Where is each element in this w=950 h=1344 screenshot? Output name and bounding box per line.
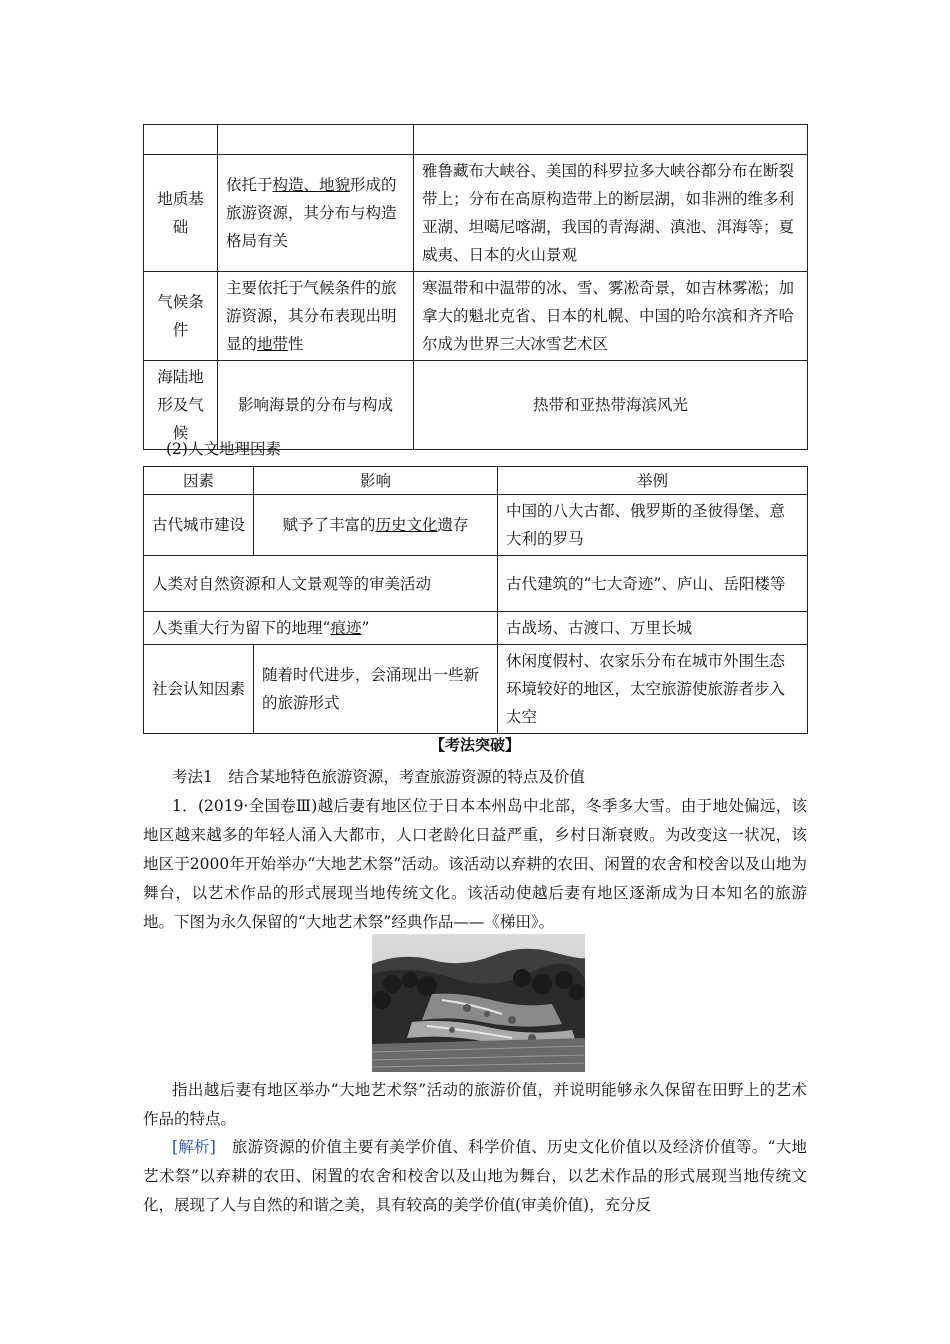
table-cell bbox=[144, 125, 218, 155]
header-effect: 影响 bbox=[254, 467, 498, 495]
table-row bbox=[144, 645, 808, 734]
header-factor: 因素 bbox=[144, 467, 254, 495]
example-cell: 热带和亚热带海滨风光 bbox=[414, 361, 808, 450]
table-row bbox=[144, 272, 808, 361]
analysis-paragraph bbox=[143, 1133, 807, 1220]
example-cell: 古战场、古渡口、万里长城 bbox=[498, 612, 808, 645]
merged-cell: 人类对自然资源和人文景观等的审美活动 bbox=[144, 556, 498, 612]
subheading-humanistic: (2)人文地理因素 bbox=[166, 440, 281, 458]
factor-cell: 海陆地形及气候 bbox=[144, 361, 218, 450]
natural-factors-table bbox=[143, 124, 808, 450]
effect-cell: 影响海景的分布与构成 bbox=[218, 361, 414, 450]
example-cell: 雅鲁藏布大峡谷、美国的科罗拉多大峡谷都分布在断裂带上；分布在高原构造带上的断层湖，如非洲的维多利亚湖、坦噶尼喀湖，我国的青海湖、滇池、洱海等；夏威夷、日本的火山景观 bbox=[414, 155, 808, 272]
factor-cell: 古代城市建设 bbox=[144, 495, 254, 556]
question-ask: 指出越后妻有地区举办“大地艺术祭”活动的旅游价值，并说明能够永久保留在田野上的艺术作品的特点。 bbox=[143, 1081, 807, 1128]
table-cell bbox=[218, 125, 414, 155]
example-cell: 中国的八大古都、俄罗斯的圣彼得堡、意大利的罗马 bbox=[498, 495, 808, 556]
table-row bbox=[144, 125, 808, 155]
terraced-field-photo bbox=[372, 934, 585, 1072]
factor-cell: 气候条件 bbox=[144, 272, 218, 361]
example-cell: 古代建筑的“七大奇迹”、庐山、岳阳楼等 bbox=[498, 556, 808, 612]
header-example: 举例 bbox=[498, 467, 808, 495]
table-row bbox=[144, 155, 808, 272]
table-cell bbox=[414, 125, 808, 155]
example-cell: 休闲度假村、农家乐分布在城市外围生态环境较好的地区，太空旅游使旅游者步入太空 bbox=[498, 645, 808, 734]
effect-cell: 赋予了丰富的历史文化遗存 bbox=[254, 495, 498, 556]
effect-cell: 依托于构造、地貌形成的旅游资源，其分布与构造格局有关 bbox=[218, 155, 414, 272]
table-row bbox=[144, 495, 808, 556]
factor-cell: 地质基础 bbox=[144, 155, 218, 272]
question-text: 1．(2019·全国卷Ⅲ)越后妻有地区位于日本本州岛中北部，冬季多大雪。由于地处偏远，该地区越来越多的年轻人涌入大都市，人口老龄化日益严重，乡村日渐衰败。为改变这一状况，该地区于2000年开始举办“大地艺术祭”活动。该活动以弃耕的农田、闲置的农舍和校舍以及山地为舞台，以艺术作品的形式展现当地传统文化。该活动使越后妻有地区逐渐成为日本知名的旅游地。下图为永久保留的“大地艺术祭”经典作品——《梯田》。 bbox=[143, 797, 807, 931]
method-heading: 考法1 结合某地特色旅游资源，考查旅游资源的特点及价值 bbox=[172, 768, 585, 786]
analysis-label: [解析] bbox=[172, 1138, 216, 1156]
factor-cell: 社会认知因素 bbox=[144, 645, 254, 734]
example-cell: 寒温带和中温带的冰、雪、雾凇奇景，如吉林雾凇；加拿大的魁北克省、日本的札幌、中国的哈尔滨和齐齐哈尔成为世界三大冰雪艺术区 bbox=[414, 272, 808, 361]
table-row bbox=[144, 612, 808, 645]
analysis-text: 旅游资源的价值主要有美学价值、科学价值、历史文化价值以及经济价值等。“大地艺术祭”以弃耕的农田、闲置的农舍和校舍以及山地为舞台，以艺术作品的形式展现当地传统文化，展现了人与自然的和谐之美，具有较高的美学价值(审美价值)，充分反 bbox=[143, 1138, 807, 1214]
section-title: 【考法突破】 bbox=[429, 736, 520, 754]
effect-cell: 主要依托于气候条件的旅游资源，其分布表现出明显的地带性 bbox=[218, 272, 414, 361]
merged-cell: 人类重大行为留下的地理“痕迹” bbox=[144, 612, 498, 645]
humanistic-factors-table bbox=[143, 466, 808, 734]
table-row bbox=[144, 556, 808, 612]
effect-cell: 随着时代进步，会涌现出一些新的旅游形式 bbox=[254, 645, 498, 734]
table-header-row bbox=[144, 467, 808, 495]
